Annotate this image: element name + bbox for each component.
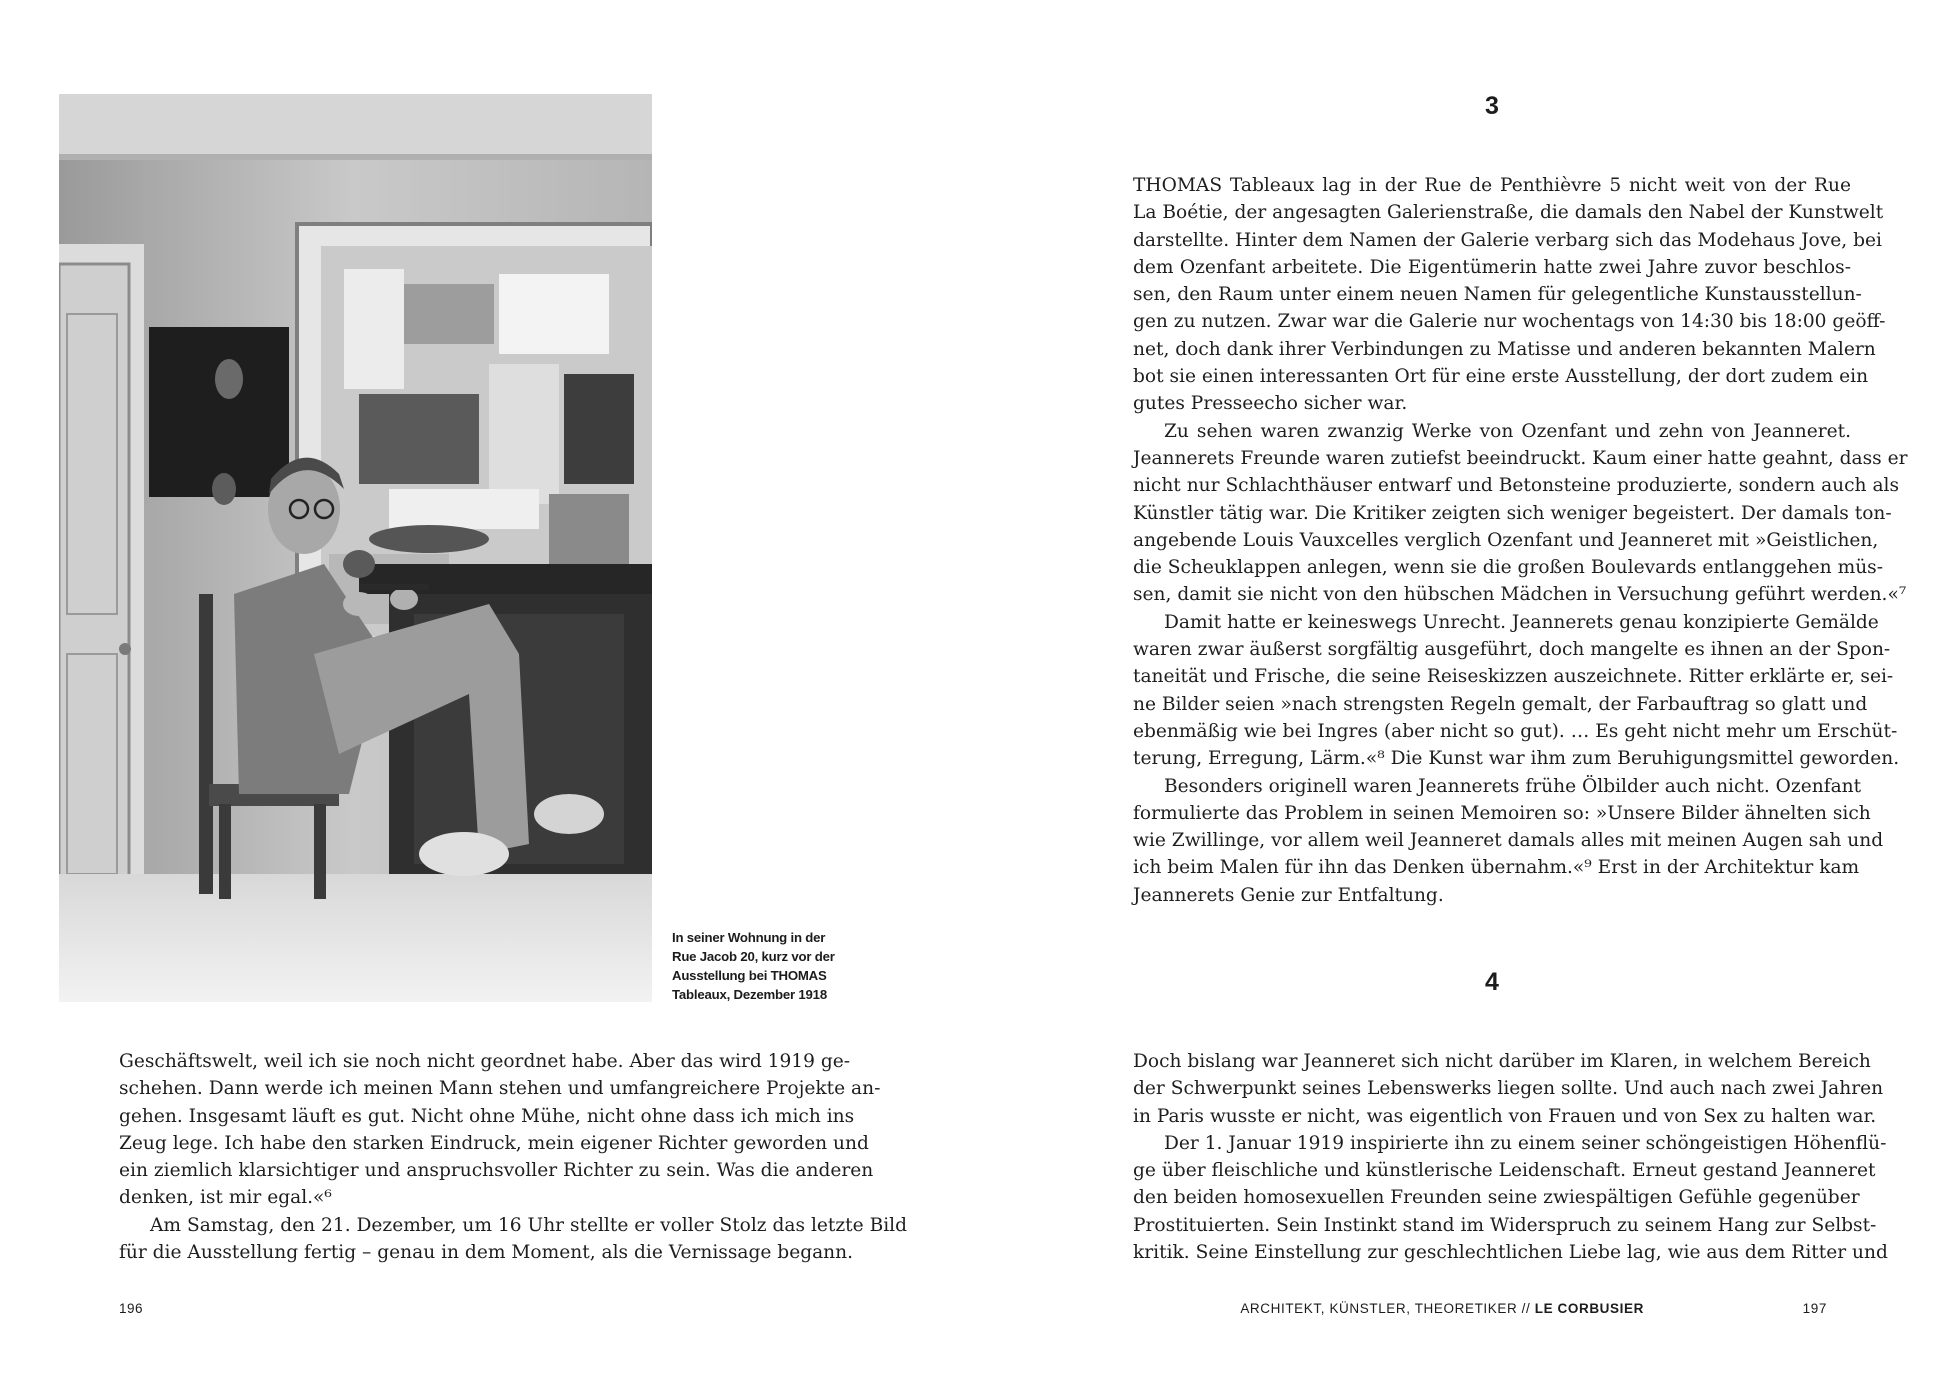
text-line: schehen. Dann werde ich meinen Mann stehen und umfangreichere Projekte an-	[119, 1078, 881, 1100]
text-line: Doch bislang war Jeanneret sich nicht darüber im Klaren, in welchem Bereich	[1133, 1051, 1871, 1072]
text-line: ge über fleischliche und künstlerische Leidenschaft. Erneut gestand Jeanneret	[1133, 1160, 1876, 1182]
caption-line: In seiner Wohnung in der	[672, 930, 826, 945]
text-line: die Scheuklappen anlegen, wenn sie die großen Boulevards entlanggehen müs-	[1133, 557, 1883, 579]
section-number-4: 4	[1485, 968, 1499, 996]
text-line: kritik. Seine Einstellung zur geschlechtlichen Liebe lag, wie aus dem Ritter und	[1133, 1242, 1888, 1264]
page-number-left: 196	[119, 1301, 144, 1316]
text-line: ein ziemlich klarsichtiger und anspruchsvoller Richter zu sein. Was die anderen	[119, 1160, 874, 1182]
text-line: Der 1. Januar 1919 inspirierte ihn zu einem seiner schöngeistigen Höhenflü-	[1164, 1132, 1887, 1154]
text-line: terung, Erregung, Lärm.«⁸ Die Kunst war ihm zum Beruhigungsmittel geworden.	[1133, 748, 1900, 770]
section-3-text	[1133, 172, 1908, 909]
photo-illustration	[59, 94, 652, 1002]
caption-line: Tableaux, Dezember 1918	[672, 987, 827, 1002]
text-line: denken, ist mir egal.«⁶	[119, 1187, 332, 1209]
text-line: net, doch dank ihrer Verbindungen zu Matisse und anderen bekannten Malern	[1133, 338, 1876, 360]
text-line: Zu sehen waren zwanzig Werke von Ozenfant und zehn von Jeanneret.	[1164, 420, 1851, 442]
text-line: gehen. Insgesamt läuft es gut. Nicht ohne Mühe, nicht ohne dass ich mich ins	[119, 1105, 855, 1127]
text-line: Zeug lege. Ich habe den starken Eindruck, mein eigener Richter geworden und	[119, 1132, 869, 1154]
text-line: wie Zwillinge, vor allem weil Jeanneret damals alles mit meinen Augen sah und	[1133, 830, 1884, 852]
running-head	[1240, 1300, 1827, 1318]
portrait-photo	[59, 94, 652, 1002]
text-line: nicht nur Schlachthäuser entwarf und Betonsteine produzierte, sondern auch als	[1133, 475, 1900, 497]
left-body-text	[119, 1048, 908, 1266]
text-line: waren zwar äußerst sorgfältig ausgeführt, doch mangelte es ihnen an der Spon-	[1133, 639, 1891, 661]
text-line: Besonders originell waren Jeannerets frühe Ölbilder auch nicht. Ozenfant	[1164, 775, 1862, 797]
text-line: gen zu nutzen. Zwar war die Galerie nur wochentags von 14:30 bis 18:00 geöff-	[1133, 311, 1886, 333]
text-line: Jeannerets Freunde waren zutiefst beeindruckt. Kaum einer hatte geahnt, dass er	[1133, 447, 1908, 469]
text-line: Damit hatte er keineswegs Unrecht. Jeannerets genau konzipierte Gemälde	[1164, 611, 1879, 633]
section-4-text	[1133, 1048, 1888, 1266]
running-head-author: LE CORBUSIER	[1534, 1301, 1644, 1316]
text-line: ich beim Malen für ihn das Denken übernahm.«⁹ Erst in der Architektur kam	[1133, 857, 1860, 879]
text-line: Künstler tätig war. Die Kritiker zeigten sich weniger begeistert. Der damals ton-	[1133, 502, 1892, 524]
page-number-right: 197	[1802, 1301, 1827, 1316]
text-line: gutes Presseecho sicher war.	[1133, 393, 1408, 415]
text-line: ebenmäßig wie bei Ingres (aber nicht so gut). … Es geht nicht mehr um Erschüt-	[1133, 720, 1898, 742]
text-line: für die Ausstellung fertig – genau in dem Moment, als die Vernissage begann.	[119, 1242, 854, 1264]
text-line: sen, damit sie nicht von den hübschen Mädchen in Versuchung geführt werden.«⁷	[1133, 584, 1907, 606]
caption-line: Ausstellung bei THOMAS	[672, 968, 827, 983]
text-line: Jeannerets Genie zur Entfaltung.	[1133, 884, 1444, 906]
text-line: dem Ozenfant arbeitete. Die Eigentümerin hatte zwei Jahre zuvor beschlos-	[1133, 256, 1851, 278]
section-number-3: 3	[1485, 92, 1499, 120]
text-line: bot sie einen interessanten Ort für eine erste Ausstellung, der dort zudem ein	[1133, 366, 1869, 388]
running-head-title: ARCHITEKT, KÜNSTLER, THEORETIKER //	[1240, 1301, 1531, 1316]
text-line: taneität und Frische, die seine Reiseskizzen auszeichnete. Ritter erklärte er, sei-	[1133, 666, 1894, 688]
text-line: Geschäftswelt, weil ich sie noch nicht geordnet habe. Aber das wird 1919 ge-	[119, 1051, 851, 1072]
text-line: der Schwerpunkt seines Lebenswerks liegen sollte. Und auch nach zwei Jahren	[1133, 1078, 1884, 1100]
text-line: angebende Louis Vauxcelles verglich Ozenfant und Jeanneret mit »Geistlichen,	[1133, 529, 1879, 551]
text-line: den beiden homosexuellen Freunden seine zwiespältigen Gefühle gegenüber	[1133, 1187, 1860, 1209]
text-line: darstellte. Hinter dem Namen der Galerie verbarg sich das Modehaus Jove, bei	[1133, 229, 1882, 251]
text-line: Am Samstag, den 21. Dezember, um 16 Uhr stellte er voller Stolz das letzte Bild	[150, 1214, 908, 1236]
text-line: THOMAS Tableaux lag in der Rue de Penthièvre 5 nicht weit von der Rue	[1133, 175, 1851, 196]
text-line: sen, den Raum unter einem neuen Namen für gelegentliche Kunstausstellun-	[1133, 284, 1862, 306]
right-page	[975, 0, 1949, 1388]
text-line: Prostituierten. Sein Instinkt stand im Widerspruch zu seinem Hang zur Selbst-	[1133, 1214, 1877, 1236]
text-line: La Boétie, der angesagten Galerienstraße, die damals den Nabel der Kunstwelt	[1133, 202, 1884, 224]
caption-line: Rue Jacob 20, kurz vor der	[672, 949, 835, 964]
text-line: in Paris wusste er nicht, was eigentlich von Frauen und von Sex zu halten war.	[1133, 1105, 1877, 1127]
text-line: formulierte das Problem in seinen Memoiren so: »Unsere Bilder ähnelten sich	[1133, 802, 1871, 824]
photo-caption	[672, 928, 862, 1004]
text-line: ne Bilder seien »nach strengsten Regeln gemalt, der Farbauftrag so glatt und	[1133, 693, 1868, 715]
